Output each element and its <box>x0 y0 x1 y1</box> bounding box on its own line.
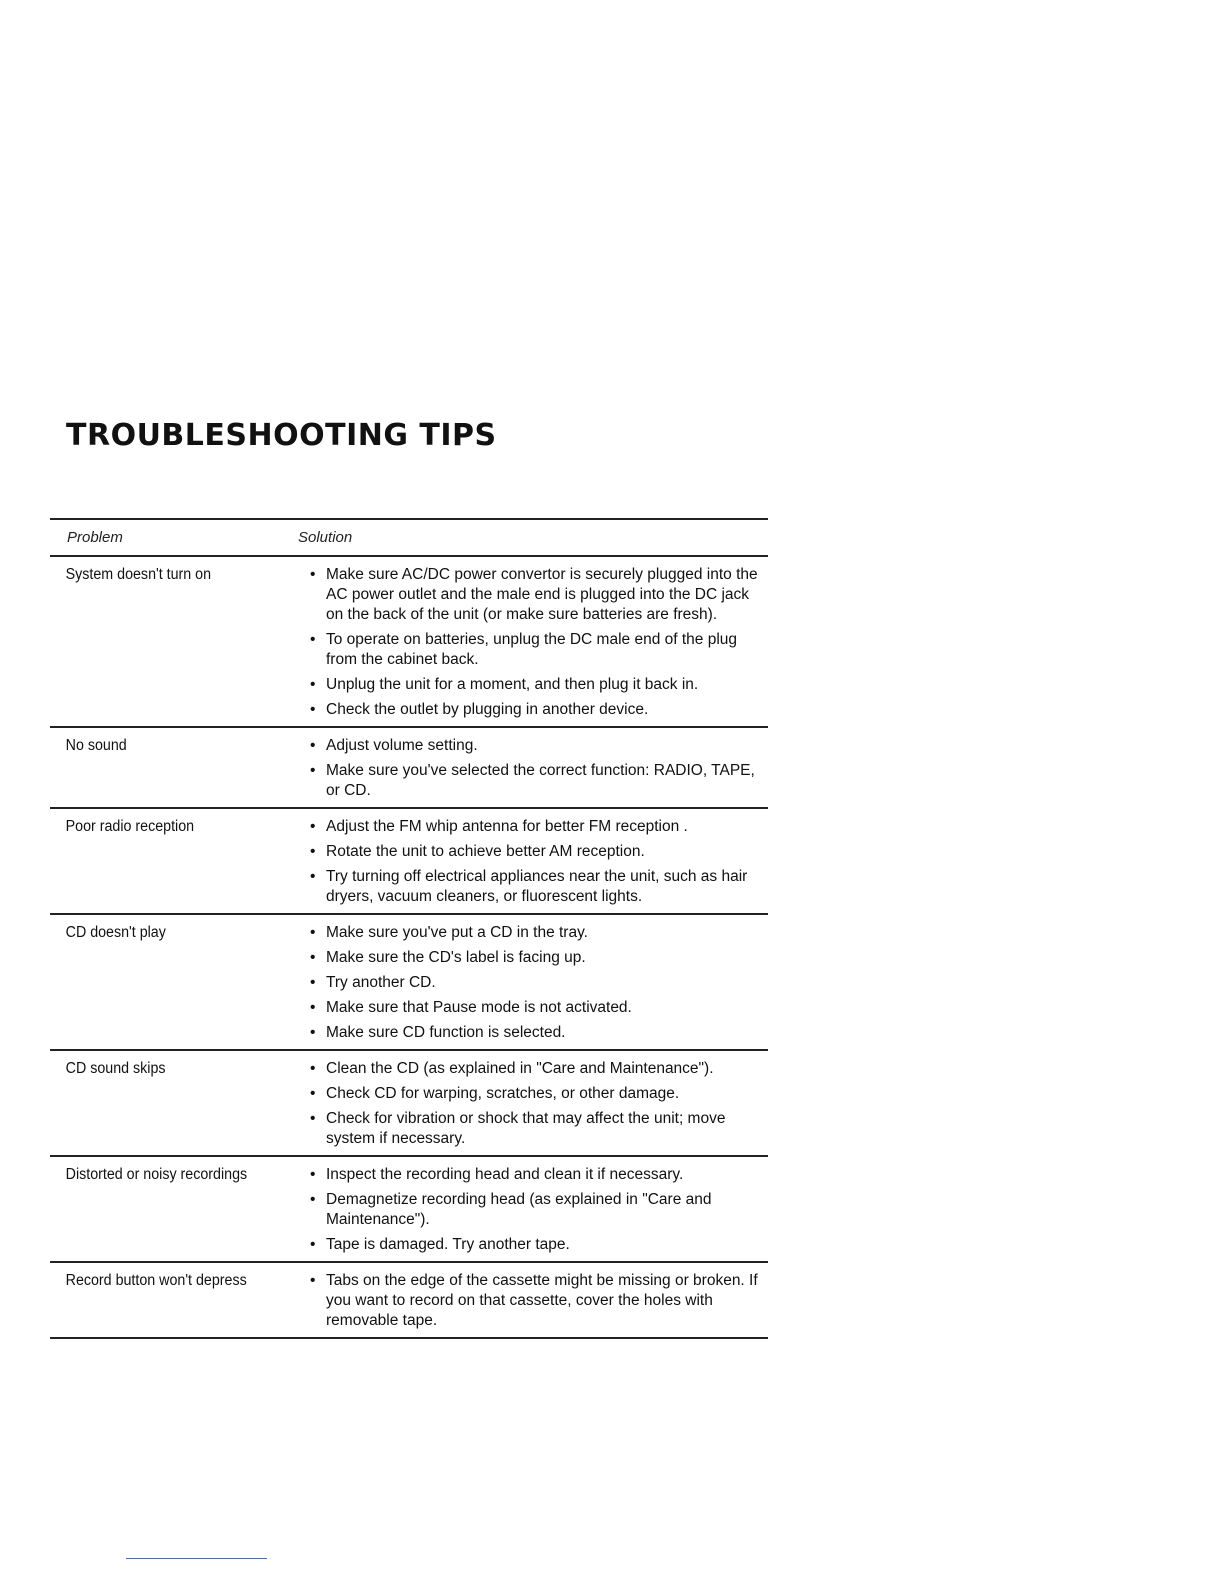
solution-text: Check CD for warping, scratches, or other damage. <box>326 1085 680 1102</box>
problem-cell: System doesn't turn on <box>65 566 212 583</box>
solution-item <box>298 736 768 756</box>
solution-item <box>298 675 768 695</box>
solution-item <box>298 817 768 837</box>
bullet-icon: • <box>310 737 316 754</box>
bullet-icon: • <box>310 1024 316 1041</box>
solution-item <box>298 1023 768 1043</box>
table-row <box>50 1263 768 1339</box>
bullet-icon: • <box>310 1191 316 1208</box>
problem-cell: CD doesn't play <box>65 924 166 941</box>
solution-item <box>298 842 768 862</box>
solution-item <box>298 867 768 907</box>
bullet-icon: • <box>310 1272 316 1289</box>
table-row <box>50 809 768 915</box>
solution-text: Tabs on the edge of the cassette might be missing or broken. If you want to record on that cassette, cover the holes with removable tape. <box>326 1272 758 1329</box>
table-row <box>50 728 768 809</box>
solution-list <box>298 565 768 720</box>
bullet-icon: • <box>310 974 316 991</box>
solution-item <box>298 565 768 625</box>
solution-text: Tape is damaged. Try another tape. <box>326 1236 570 1253</box>
solution-item <box>298 948 768 968</box>
solution-text: Clean the CD (as explained in "Care and Maintenance"). <box>326 1060 714 1077</box>
solution-item <box>298 1059 768 1079</box>
solution-item <box>298 1235 768 1255</box>
header-problem: Problem <box>67 529 123 546</box>
bullet-icon: • <box>310 1085 316 1102</box>
solution-text: Check for vibration or shock that may affect the unit; move system if necessary. <box>326 1110 726 1147</box>
bullet-icon: • <box>310 631 316 648</box>
bullet-icon: • <box>310 1166 316 1183</box>
header-solution: Solution <box>298 529 353 546</box>
page-title: TROUBLESHOOTING TIPS <box>66 418 497 453</box>
solution-text: To operate on batteries, unplug the DC male end of the plug from the cabinet back. <box>326 631 738 668</box>
solution-text: Rotate the unit to achieve better AM reception. <box>326 843 645 860</box>
solution-text: Adjust the FM whip antenna for better FM reception . <box>326 818 688 835</box>
bullet-icon: • <box>310 566 316 583</box>
bullet-icon: • <box>310 818 316 835</box>
problem-cell: Distorted or noisy recordings <box>65 1166 248 1183</box>
solution-text: Make sure you've selected the correct function: RADIO, TAPE, or CD. <box>326 762 755 799</box>
solution-list <box>298 1165 768 1255</box>
solution-item <box>298 630 768 670</box>
solution-list <box>298 1271 768 1331</box>
table-row <box>50 915 768 1051</box>
solution-text: Inspect the recording head and clean it if necessary. <box>326 1166 684 1183</box>
bullet-icon: • <box>310 843 316 860</box>
solution-text: Make sure you've put a CD in the tray. <box>326 924 588 941</box>
solution-text: Try another CD. <box>326 974 436 991</box>
solution-item <box>298 700 768 720</box>
table-row <box>50 1157 768 1263</box>
bullet-icon: • <box>310 1236 316 1253</box>
problem-cell: No sound <box>65 737 127 754</box>
solution-text: Make sure AC/DC power convertor is securely plugged into the AC power outlet and the male end is plugged into the DC jack on the back of the unit (or make sure batteries are fresh). <box>326 566 758 623</box>
solution-item <box>298 973 768 993</box>
bullet-icon: • <box>310 868 316 885</box>
solution-list <box>298 923 768 1043</box>
solution-text: Try turning off electrical appliances near the unit, such as hair dryers, vacuum cleaners, or fluorescent lights. <box>326 868 748 905</box>
solution-text: Make sure CD function is selected. <box>326 1024 566 1041</box>
solution-text: Adjust volume setting. <box>326 737 478 754</box>
solution-item <box>298 1190 768 1230</box>
solution-text: Make sure that Pause mode is not activated. <box>326 999 632 1016</box>
solution-list <box>298 1059 768 1149</box>
solution-item <box>298 1271 768 1331</box>
solution-item <box>298 1165 768 1185</box>
problem-cell: CD sound skips <box>65 1060 166 1077</box>
solution-text: Make sure the CD's label is facing up. <box>326 949 586 966</box>
bullet-icon: • <box>310 999 316 1016</box>
table-row <box>50 1051 768 1157</box>
table-body <box>50 557 768 1339</box>
bullet-icon: • <box>310 949 316 966</box>
solution-text: Unplug the unit for a moment, and then plug it back in. <box>326 676 699 693</box>
bullet-icon: • <box>310 676 316 693</box>
solution-item <box>298 1109 768 1149</box>
bullet-icon: • <box>310 701 316 718</box>
solution-text: Demagnetize recording head (as explained in "Care and Maintenance"). <box>326 1191 712 1228</box>
problem-cell: Record button won't depress <box>65 1272 247 1289</box>
solution-list <box>298 736 768 801</box>
solution-text: Check the outlet by plugging in another device. <box>326 701 649 718</box>
bullet-icon: • <box>310 762 316 779</box>
solution-list <box>298 817 768 907</box>
bullet-icon: • <box>310 1060 316 1077</box>
solution-item <box>298 923 768 943</box>
bullet-icon: • <box>310 924 316 941</box>
troubleshooting-table <box>50 518 768 1339</box>
solution-item <box>298 998 768 1018</box>
problem-cell: Poor radio reception <box>65 818 195 835</box>
table-header <box>50 518 768 557</box>
solution-item <box>298 1084 768 1104</box>
footer-divider <box>126 1558 267 1559</box>
table-row <box>50 557 768 728</box>
bullet-icon: • <box>310 1110 316 1127</box>
solution-item <box>298 761 768 801</box>
